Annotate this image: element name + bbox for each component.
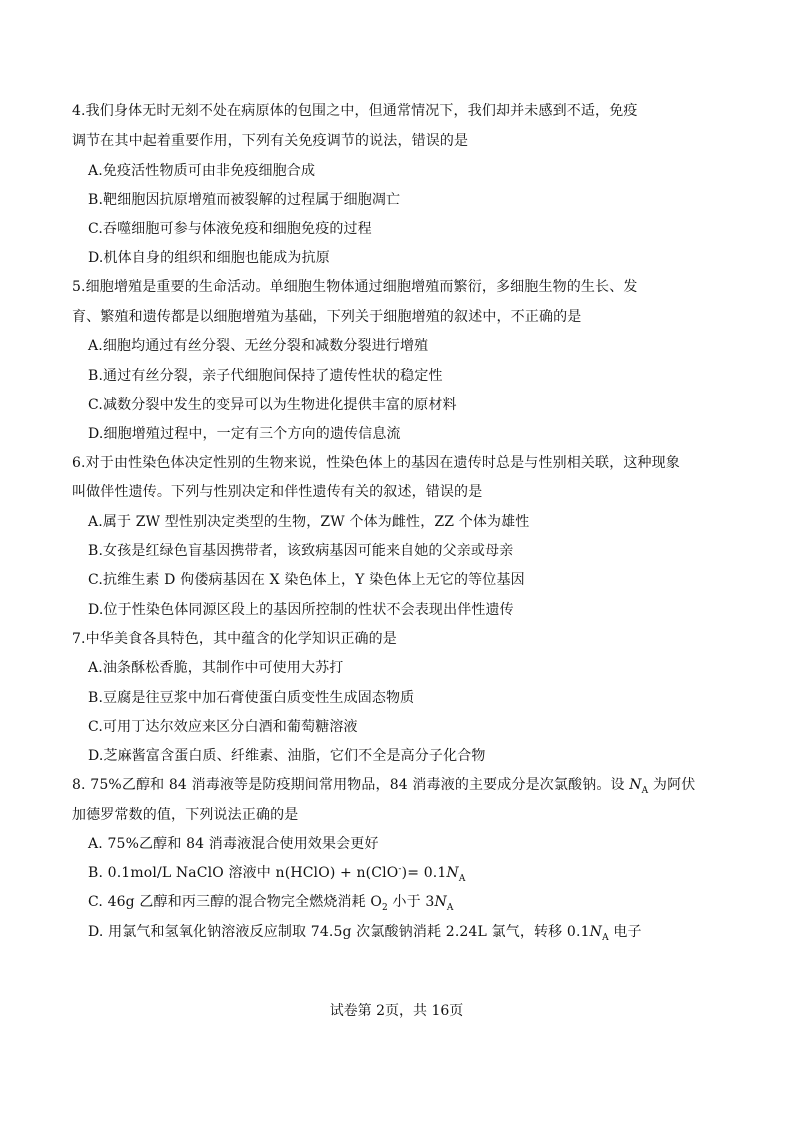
question-6-stem-line-1: 6.对于由性染色体决定性别的生物来说，性染色体上的基因在遗传时总是与性别相关联，这种现象 — [72, 455, 680, 471]
question-6-option-b: B.女孩是红绿色盲基因携带者，该致病基因可能来自她的父亲或母亲 — [88, 543, 514, 559]
question-6-option-d: D.位于性染色体同源区段上的基因所控制的性状不会表现出伴性遗传 — [88, 602, 514, 618]
question-4-stem-line-1: 4.我们身体无时无刻不处在病原体的包围之中，但通常情况下，我们却并未感到不适，免疫 — [72, 103, 638, 119]
question-8-stem-line-2: 加德罗常数的值，下列说法正确的是 — [72, 807, 299, 823]
question-5-stem-line-1: 5.细胞增殖是重要的生命活动。单细胞生物体通过细胞增殖而繁衍，多细胞生物的生长、发 — [72, 279, 638, 295]
question-5-option-b: B.通过有丝分裂，亲子代细胞间保持了遗传性状的稳定性 — [88, 368, 443, 384]
question-8-option-d: D. 用氯气和氢氧化钠溶液反应制取 74.5g 次氯酸钠消耗 2.24L 氯气，转移 $0.1N_A$ 电子 — [88, 924, 642, 943]
question-4-option-c: C.吞噬细胞可参与体液免疫和细胞免疫的过程 — [88, 221, 372, 237]
question-5-option-d: D.细胞增殖过程中，一定有三个方向的遗传信息流 — [88, 426, 401, 442]
question-7-option-d: D.芝麻酱富含蛋白质、纤维素、油脂，它们不全是高分子化合物 — [88, 748, 486, 764]
question-6-option-a: A.属于 ZW 型性别决定类型的生物，ZW 个体为雌性，ZZ 个体为雄性 — [88, 514, 530, 530]
question-5-option-c: C.减数分裂中发生的变异可以为生物进化提供丰富的原材料 — [88, 397, 457, 413]
question-8-option-b: B. 0.1mol/L NaClO 溶液中 n(HClO) + $n(ClO^-)= 0.1N_A$ — [88, 864, 466, 884]
question-5-stem-line-2: 育、繁殖和遗传都是以细胞增殖为基础，下列关于细胞增殖的叙述中，不正确的是 — [72, 309, 582, 325]
question-7-option-a: A.油条酥松香脆，其制作中可使用大苏打 — [88, 660, 344, 676]
na-symbol: N — [629, 777, 642, 793]
question-8-option-a: A. 75%乙醇和 84 消毒液混合使用效果会更好 — [88, 836, 379, 852]
question-6-option-c: C.抗维生素 D 佝偻病基因在 X 染色体上，Y 染色体上无它的等位基因 — [88, 572, 525, 588]
question-4-option-d: D.机体自身的组织和细胞也能成为抗原 — [88, 250, 330, 266]
question-8-option-c: C. 46g 乙醇和丙三醇的混合物完全燃烧消耗 $O_2$ 小于 $3N_A$ — [88, 894, 454, 913]
question-7-stem-line-1: 7.中华美食各具特色，其中蕴含的化学知识正确的是 — [72, 631, 397, 647]
question-7-option-c: C.可用丁达尔效应来区分白酒和葡萄糖溶液 — [88, 719, 358, 735]
question-4-stem-line-2: 调节在其中起着重要作用，下列有关免疫调节的说法，错误的是 — [72, 133, 469, 149]
question-7-option-b: B.豆腐是往豆浆中加石膏使蛋白质变性生成固态物质 — [88, 690, 415, 706]
question-5-option-a: A.细胞均通过有丝分裂、无丝分裂和减数分裂进行增殖 — [88, 338, 429, 354]
question-4-option-a: A.免疫活性物质可由非免疫细胞合成 — [88, 163, 316, 179]
question-4-option-b: B.靶细胞因抗原增殖而被裂解的过程属于细胞凋亡 — [88, 192, 401, 208]
question-8-stem-line-1: 8. 75%乙醇和 84 消毒液等是防疫期间常用物品，84 消毒液的主要成分是次氯酸钠。设 $N_A$ 为阿伏 — [72, 777, 696, 796]
question-6-stem-line-2: 叫做伴性遗传。下列与性别决定和伴性遗传有关的叙述，错误的是 — [72, 484, 483, 500]
page-footer: 试卷第 2页，共 16页 — [329, 1003, 464, 1019]
